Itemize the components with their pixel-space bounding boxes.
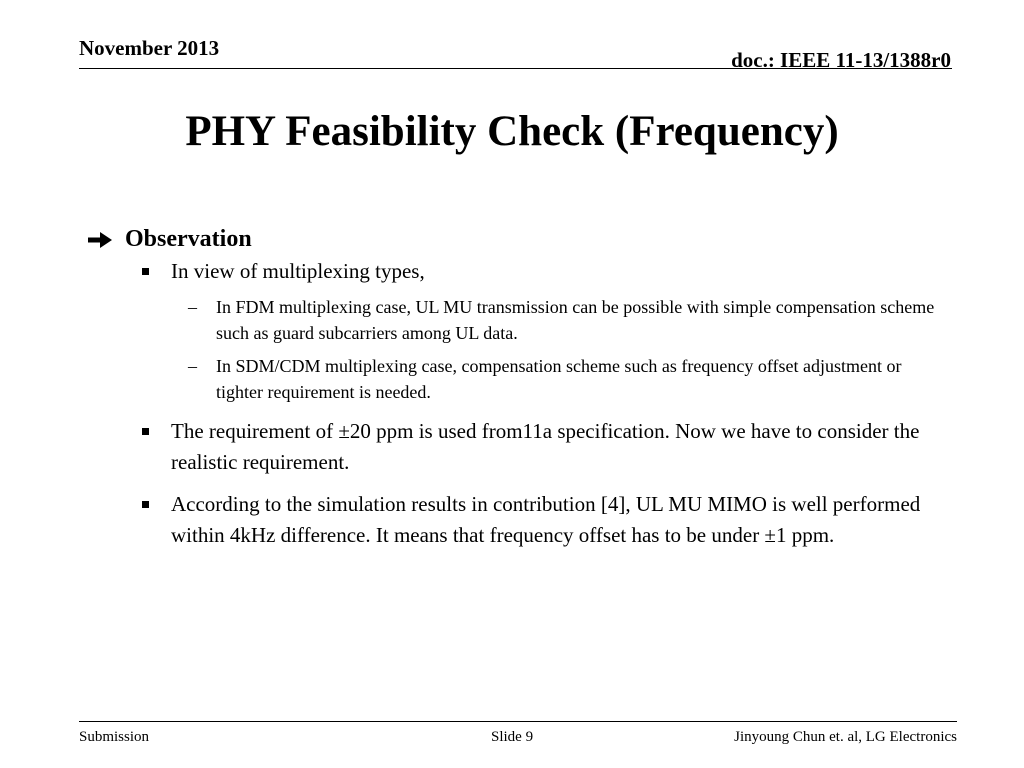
bullet-item [87,489,947,551]
square-bullet-icon [142,428,149,435]
dash-icon: – [188,356,197,376]
section-heading [87,222,947,256]
bullet-text: According to the simulation results in contribution [4], UL MU MIMO is well performed within 4kHz difference. It means that frequency offset has to be under ±1 ppm. [171,492,921,547]
square-bullet-icon [142,268,149,275]
bullet-item [87,256,947,287]
section-heading-text: Observation [125,226,252,252]
slide-title: PHY Feasibility Check (Frequency) [185,108,839,155]
sub-bullet-text: In FDM multiplexing case, UL MU transmission can be possible with simple compensation scheme such as guard subcarriers among UL data. [216,297,935,343]
header-date: November 2013 [79,36,220,60]
square-bullet-icon [142,501,149,508]
sub-bullet-item [87,353,947,405]
bullet-item [87,416,947,478]
sub-bullet-item [87,294,947,346]
dash-icon: – [188,297,197,317]
footer-divider [79,721,957,722]
header-divider [79,68,952,69]
footer-authors: Jinyoung Chun et. al, LG Electronics [734,729,957,745]
slide-body [87,222,947,551]
footer-slide-number: Slide 9 [491,729,534,745]
arrow-right-icon [87,231,113,249]
bullet-text: The requirement of ±20 ppm is used from11a specification. Now we have to consider the realistic requirement. [171,419,920,474]
footer-submission: Submission [79,729,150,745]
sub-bullet-text: In SDM/CDM multiplexing case, compensation scheme such as frequency offset adjustment or tighter requirement is needed. [216,356,902,402]
header-doc-id: doc.: IEEE 11-13/1388r0 [731,48,951,72]
bullet-text: In view of multiplexing types, [171,259,425,283]
